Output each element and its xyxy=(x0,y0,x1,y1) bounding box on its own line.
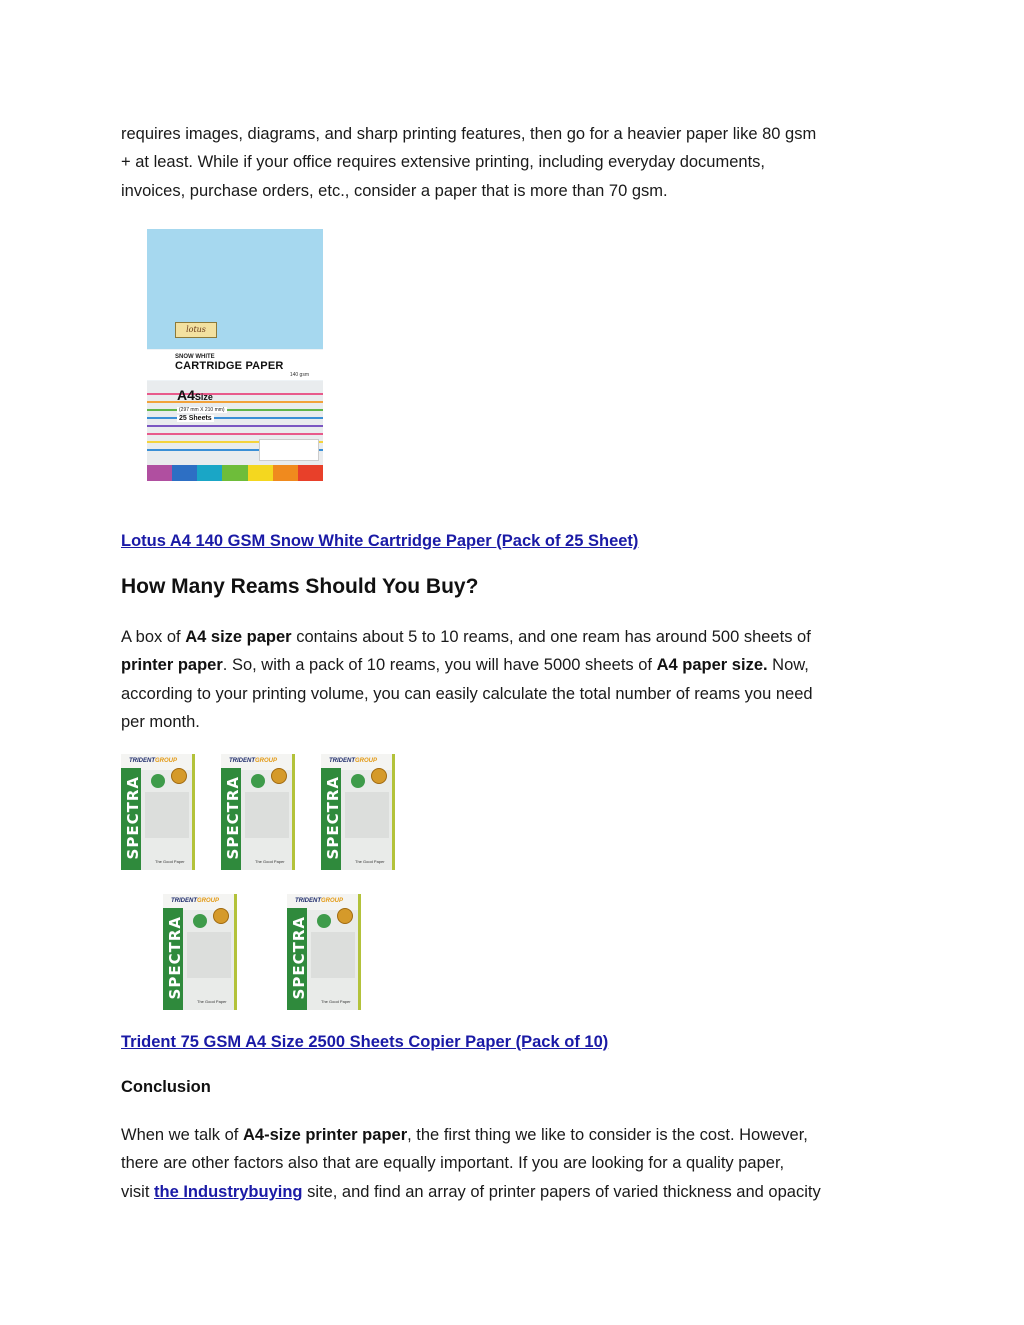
paper-pattern xyxy=(187,932,231,978)
trident-ream xyxy=(321,754,395,870)
cover-top xyxy=(147,229,323,349)
conclusion-line-3: visit the Industrybuying site, and find an array of printer papers of varied thickness and opacity xyxy=(121,1182,821,1201)
paper-pattern xyxy=(145,792,189,838)
award-seal-icon xyxy=(171,768,187,784)
certification-icon xyxy=(251,774,265,788)
trident-product-link[interactable]: Trident 75 GSM A4 Size 2500 Sheets Copier Paper (Pack of 10) xyxy=(121,1033,609,1051)
ream-tagline: The Good Paper xyxy=(321,999,351,1004)
award-seal-icon xyxy=(371,768,387,784)
cover-size-small: Size xyxy=(194,392,213,402)
reams-line-3: according to your printing volume, you can easily calculate the total number of reams you need xyxy=(121,684,813,703)
conclusion-paragraph xyxy=(121,1121,911,1206)
lotus-logo: lotus xyxy=(175,322,217,338)
certification-icon xyxy=(317,914,331,928)
cover-dimensions: (297 mm X 210 mm) xyxy=(179,407,225,413)
ream-edge xyxy=(192,754,195,870)
color-swatch xyxy=(147,465,172,481)
trident-ream xyxy=(221,754,295,870)
color-swatch xyxy=(273,465,298,481)
award-seal-icon xyxy=(337,908,353,924)
trident-ream xyxy=(121,754,195,870)
cover-title-band xyxy=(147,350,323,380)
ream-spine xyxy=(221,768,241,870)
ream-tagline: The Good Paper xyxy=(255,859,285,864)
color-swatch xyxy=(222,465,247,481)
bold-a4-size-paper: A4 size paper xyxy=(185,628,292,646)
ream-spine xyxy=(121,768,141,870)
stripe xyxy=(147,425,323,427)
paper-pattern xyxy=(345,792,389,838)
color-swatch xyxy=(172,465,197,481)
trident-ream xyxy=(163,894,237,1010)
conclusion-line-2: there are other factors also that are equally important. If you are looking for a quality paper, xyxy=(121,1154,785,1173)
reams-line-1: A box of A4 size paper contains about 5 to 10 reams, and one ream has around 500 sheets of xyxy=(121,628,811,646)
trident-logo: TRIDENTGROUP xyxy=(129,758,178,764)
reams-paragraph xyxy=(121,623,911,737)
certification-icon xyxy=(193,914,207,928)
reams-line-2: printer paper. So, with a pack of 10 reams, you will have 5000 sheets of A4 paper size. Now, xyxy=(121,656,809,675)
ream-tagline: The Good Paper xyxy=(355,859,385,864)
ream-edge xyxy=(358,894,361,1010)
intro-line-2: + at least. While if your office requires extensive printing, including everyday documents, xyxy=(121,153,765,172)
cover-subtitle: SNOW WHITE xyxy=(175,354,215,360)
trident-logo: TRIDENTGROUP xyxy=(229,758,278,764)
ream-spine xyxy=(287,908,307,1010)
trident-ream xyxy=(287,894,361,1010)
lotus-cartridge-paper-image xyxy=(147,229,323,481)
cover-sheets: 25 Sheets xyxy=(179,415,212,422)
reams-heading: How Many Reams Should You Buy? xyxy=(121,575,479,598)
bold-printer-paper: printer paper xyxy=(121,656,223,675)
stripe xyxy=(147,433,323,435)
ream-tagline: The Good Paper xyxy=(197,999,227,1004)
ream-edge xyxy=(392,754,395,870)
stripe xyxy=(147,417,323,419)
bold-a4-paper-size: A4 paper size. xyxy=(656,656,768,675)
ream-spine xyxy=(163,908,183,1010)
color-bar xyxy=(147,465,323,481)
stripe xyxy=(147,401,323,403)
intro-paragraph xyxy=(121,120,911,205)
paper-pattern xyxy=(245,792,289,838)
spine-label: SPECTRA xyxy=(290,916,308,1000)
spine-label: SPECTRA xyxy=(224,776,242,860)
cover-size xyxy=(177,387,213,403)
spine-label: SPECTRA xyxy=(124,776,142,860)
ream-edge xyxy=(292,754,295,870)
trident-logo: TRIDENTGROUP xyxy=(295,898,344,904)
ream-spine xyxy=(321,768,341,870)
ream-edge xyxy=(234,894,237,1010)
cover-size-big: A4 xyxy=(177,387,195,403)
lotus-product-link[interactable]: Lotus A4 140 GSM Snow White Cartridge Paper (Pack of 25 Sheet) xyxy=(121,532,639,550)
paper-pattern xyxy=(311,932,355,978)
certification-icon xyxy=(151,774,165,788)
cover-title: CARTRIDGE PAPER xyxy=(175,360,284,372)
ream-tagline: The Good Paper xyxy=(155,859,185,864)
reams-line-4: per month. xyxy=(121,713,200,732)
spine-label: SPECTRA xyxy=(324,776,342,860)
conclusion-heading: Conclusion xyxy=(121,1078,211,1096)
barcode-box xyxy=(259,439,319,461)
stripe xyxy=(147,393,323,395)
color-swatch xyxy=(298,465,323,481)
trident-logo: TRIDENTGROUP xyxy=(171,898,220,904)
intro-line-1: requires images, diagrams, and sharp printing features, then go for a heavier paper like 80 gsm xyxy=(121,125,817,143)
intro-line-3: invoices, purchase orders, etc., consider a paper that is more than 70 gsm. xyxy=(121,181,668,200)
bold-a4-printer-paper: A4-size printer paper xyxy=(242,1126,408,1144)
cover-gsm: 140 gsm xyxy=(289,372,309,378)
spine-label: SPECTRA xyxy=(166,916,184,1000)
trident-logo: TRIDENTGROUP xyxy=(329,758,378,764)
stripe xyxy=(147,409,323,411)
award-seal-icon xyxy=(271,768,287,784)
color-swatch xyxy=(248,465,273,481)
certification-icon xyxy=(351,774,365,788)
industrybuying-link[interactable]: the Industrybuying xyxy=(154,1182,303,1201)
award-seal-icon xyxy=(213,908,229,924)
color-swatch xyxy=(197,465,222,481)
conclusion-line-1: When we talk of A4-size printer paper, the first thing we like to consider is the cost. However, xyxy=(121,1126,808,1144)
